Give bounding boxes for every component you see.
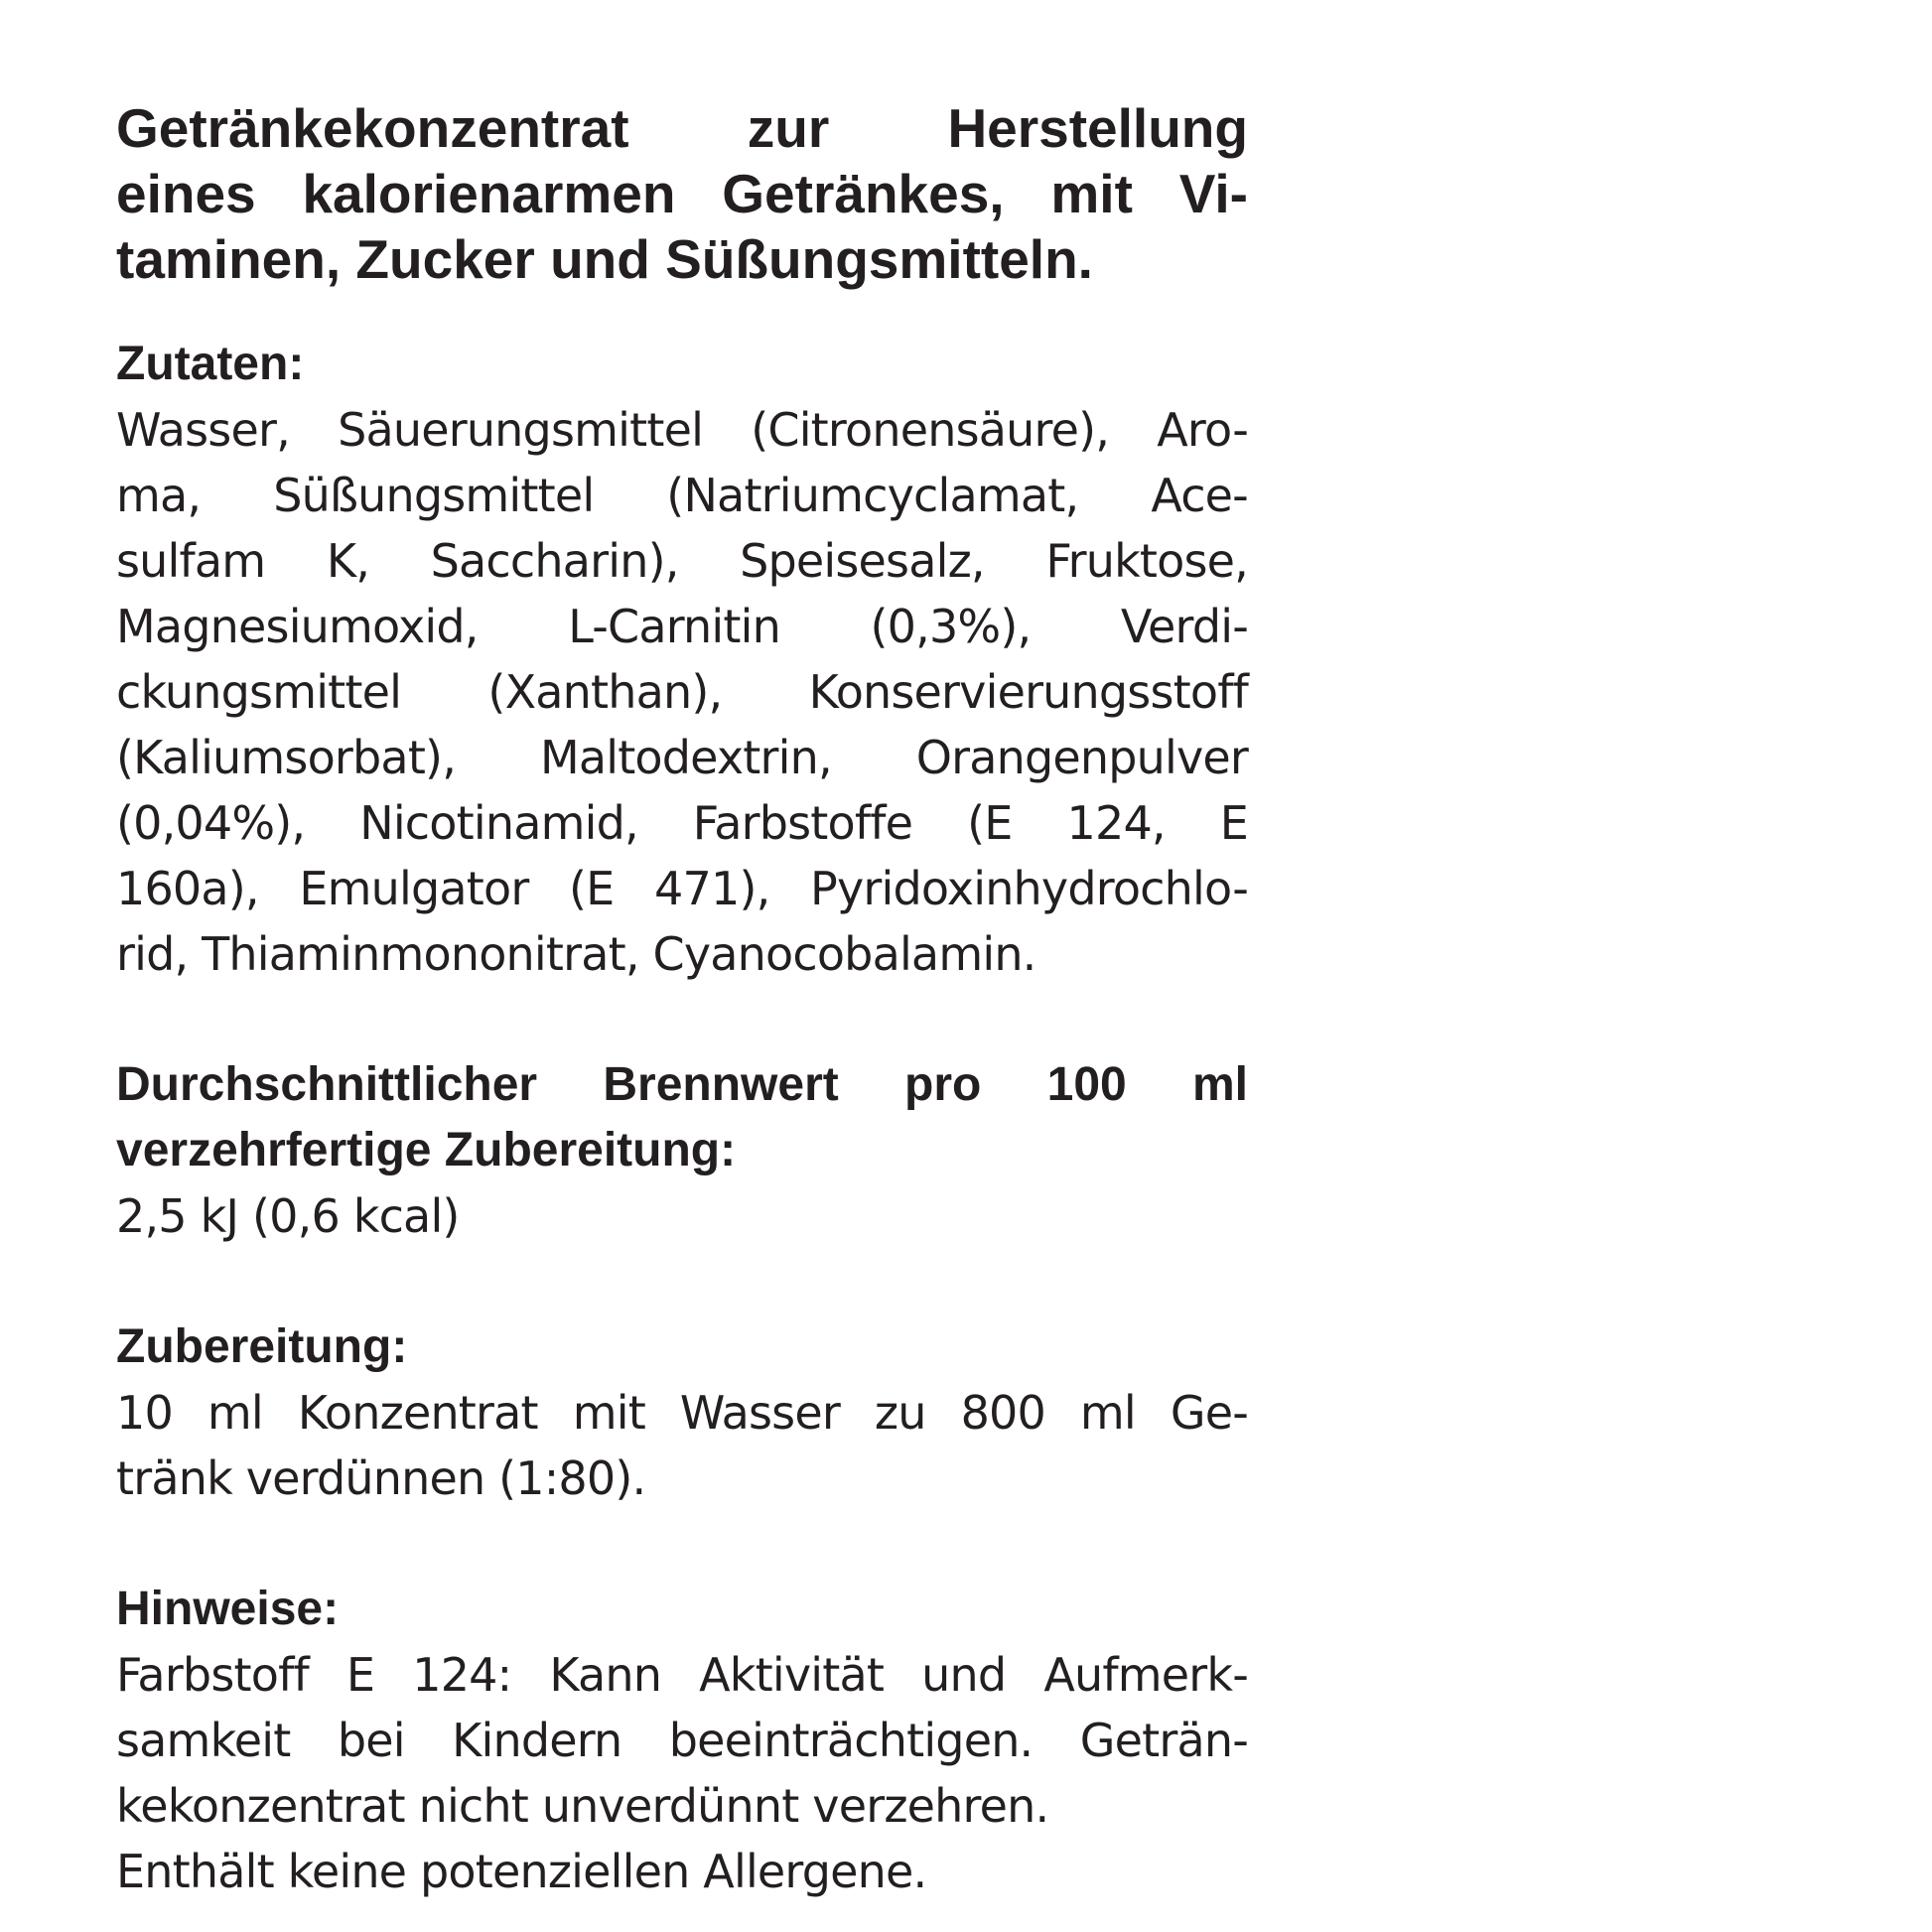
ingredients-line: ckungsmittel (Xanthan), Konservierungsstoff (116, 665, 1248, 719)
preparation-line: 10 ml Konzentrat mit Wasser zu 800 ml Ge- (116, 1386, 1248, 1440)
title-line: Getränkekonzentrat zur Herstellung (116, 97, 1248, 159)
ingredients-line: sulfam K, Saccharin), Speisesalz, Fruktose, (116, 534, 1248, 588)
product-label (116, 95, 1248, 1904)
energy-section (116, 1052, 1248, 1249)
product-title (116, 95, 1248, 292)
notes-line: Enthält keine potenziellen Allergene. (116, 1845, 927, 1898)
energy-value: 2,5 kJ (0,6 kcal) (116, 1189, 460, 1243)
preparation-section (116, 1314, 1248, 1511)
energy-heading-line: verzehrfertige Zubereitung: (116, 1124, 737, 1176)
ingredients-line: ma, Süßungsmittel (Natriumcyclamat, Ace- (116, 469, 1248, 522)
ingredients-line: Magnesiumoxid, L-Carnitin (0,3%), Verdi- (116, 600, 1248, 653)
ingredients-line: (Kaliumsorbat), Maltodextrin, Orangenpulver (116, 731, 1248, 784)
ingredients-line: 160a), Emulgator (E 471), Pyridoxinhydrochlo- (116, 862, 1248, 915)
title-line: taminen, Zucker und Süßungsmitteln. (116, 228, 1093, 290)
notes-line: Farbstoff E 124: Kann Aktivität und Aufmerk- (116, 1648, 1248, 1702)
preparation-heading: Zubereitung: (116, 1320, 408, 1373)
energy-heading-line: Durchschnittlicher Brennwert pro 100 ml (116, 1058, 1248, 1111)
ingredients-section (116, 332, 1248, 987)
notes-line: samkeit bei Kindern beeinträchtigen. Geträn- (116, 1714, 1248, 1767)
ingredients-line: Wasser, Säuerungsmittel (Citronensäure), Aro- (116, 403, 1248, 457)
notes-section (116, 1577, 1248, 1904)
notes-heading: Hinweise: (116, 1583, 340, 1635)
ingredients-heading: Zutaten: (116, 338, 305, 390)
preparation-line: tränk verdünnen (1:80). (116, 1451, 646, 1505)
title-line: eines kalorienarmen Getränkes, mit Vi- (116, 163, 1248, 224)
notes-line: kekonzentrat nicht unverdünnt verzehren. (116, 1779, 1049, 1833)
ingredients-line: rid, Thiaminmononitrat, Cyanocobalamin. (116, 927, 1036, 981)
ingredients-line: (0,04%), Nicotinamid, Farbstoffe (E 124, E (116, 796, 1248, 850)
